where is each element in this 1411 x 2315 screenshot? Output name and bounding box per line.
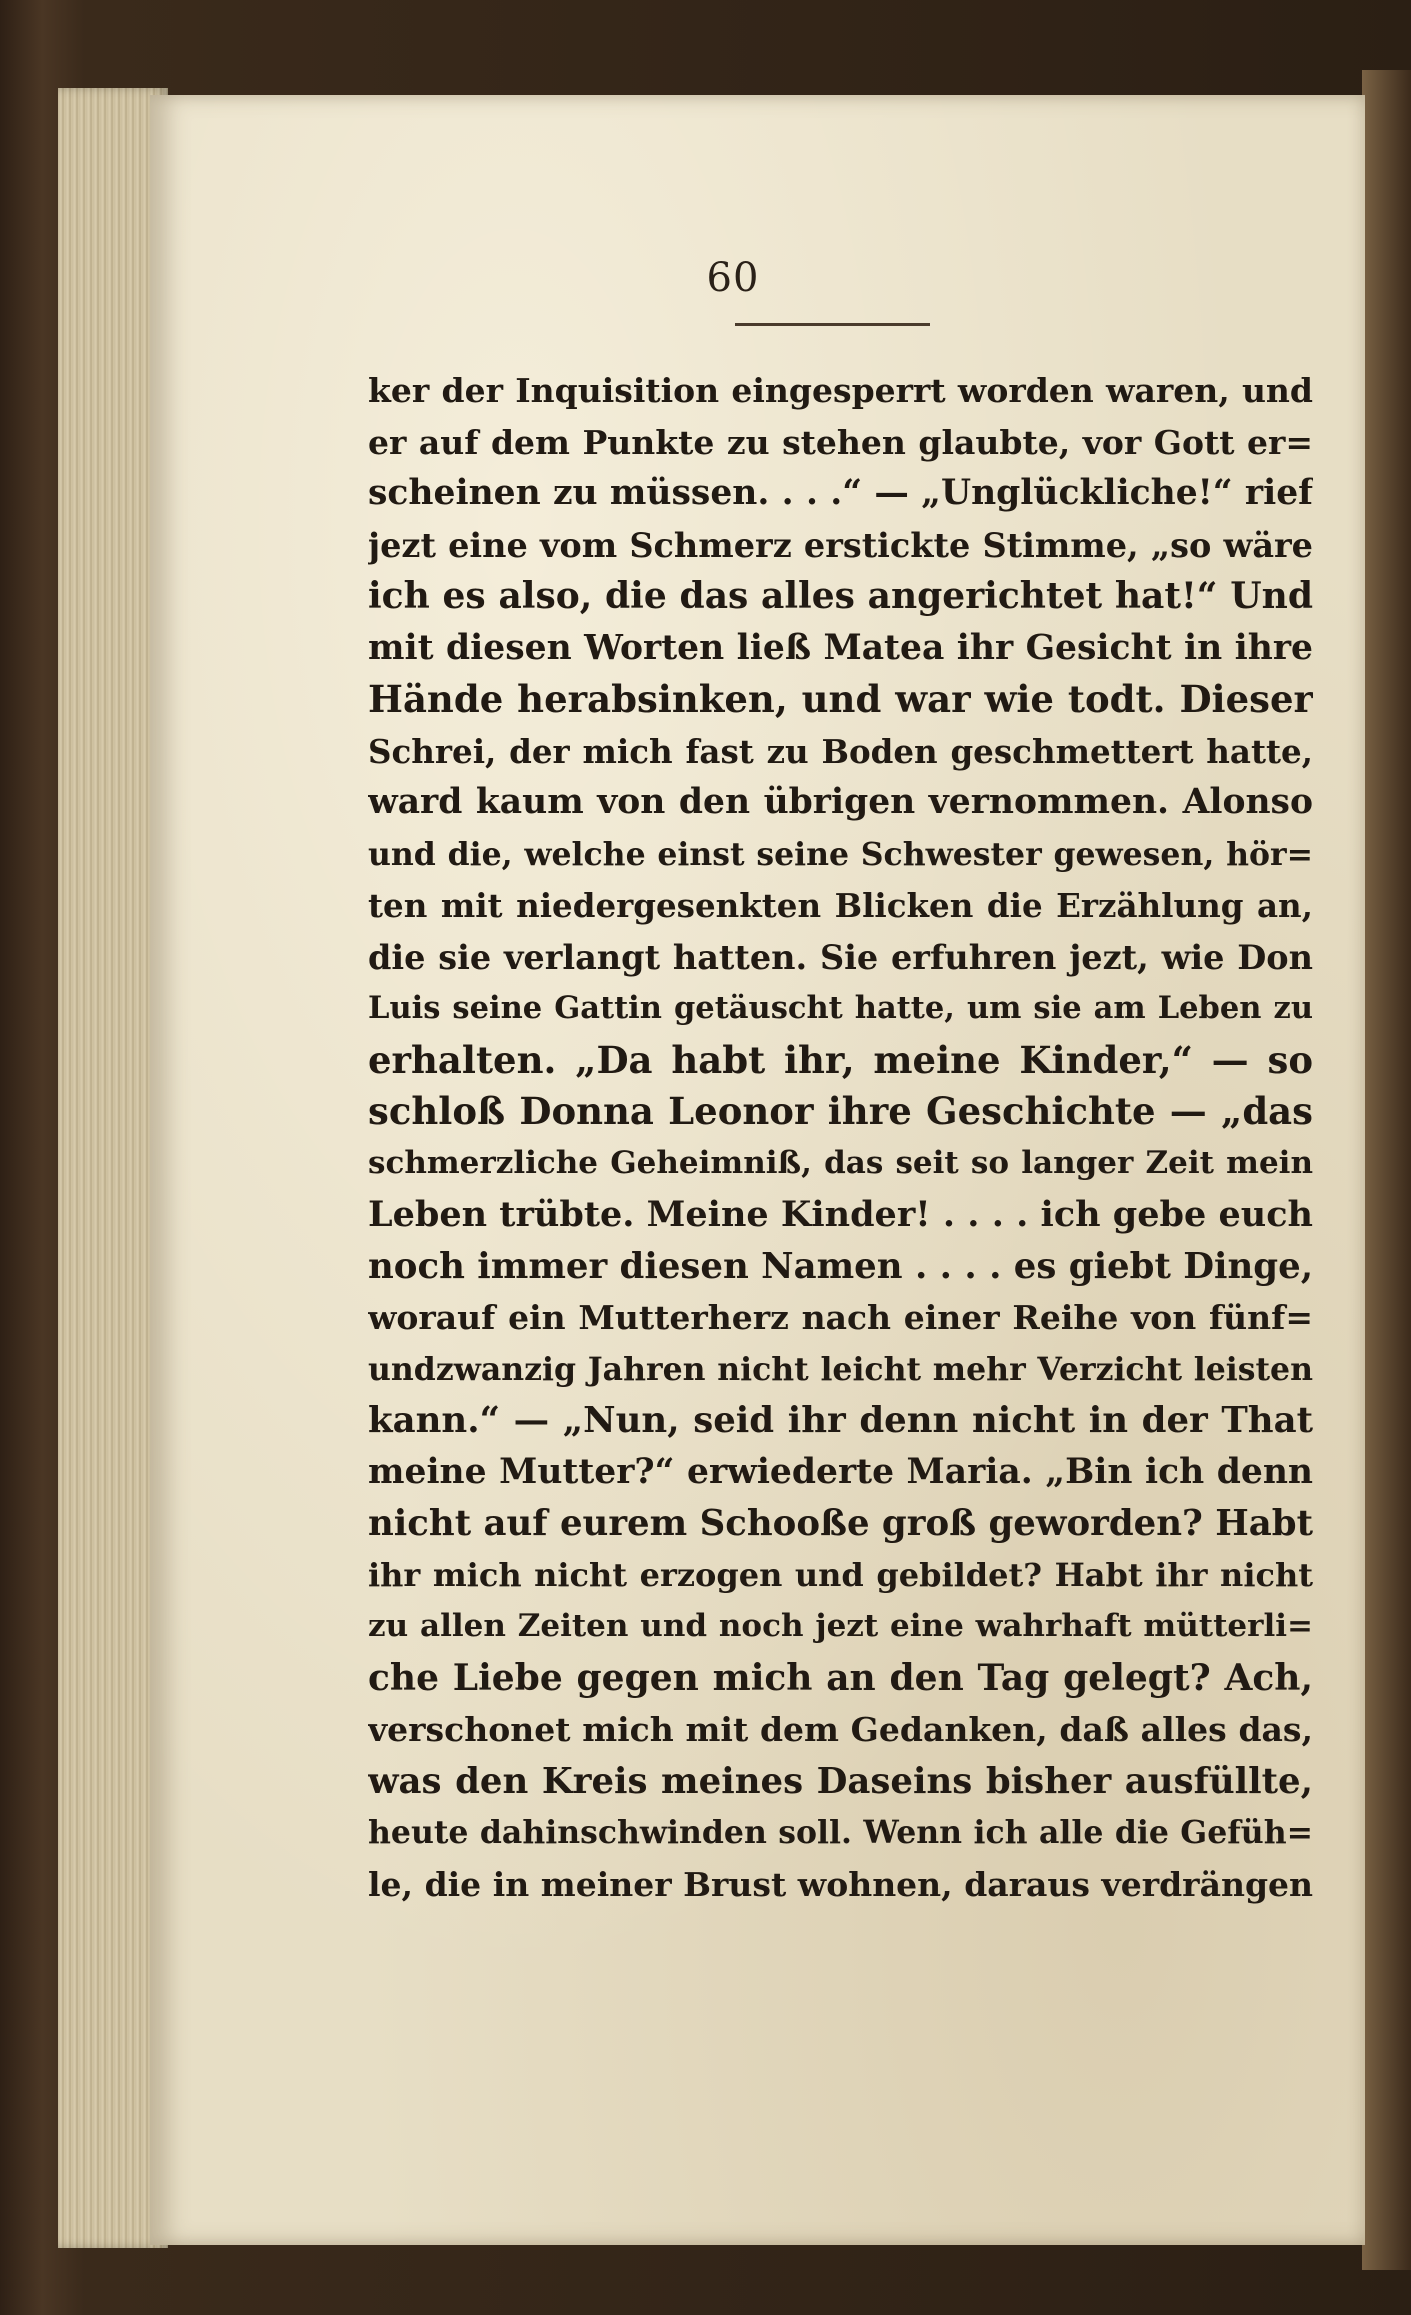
text-line: undzwanzig Jahren nicht leicht mehr Verzicht leisten — [368, 1350, 1313, 1388]
text-line: ich es also, die das alles angerichtet hat!“ Und — [368, 575, 1313, 617]
text-line: Schrei, der mich fast zu Boden geschmettert hatte, — [368, 731, 1313, 771]
text-line: scheinen zu müssen. . . .“ — „Unglückliche!“ rief — [368, 473, 1313, 513]
text-line: Hände herabsinken, und war wie todt. Dieser — [368, 677, 1313, 721]
text-line: ihr mich nicht erzogen und gebildet? Habt ihr nicht — [368, 1555, 1313, 1594]
text-line: kann.“ — „Nun, seid ihr denn nicht in der That — [368, 1400, 1313, 1441]
text-line: schmerzliche Geheimniß, das seit so langer Zeit mein — [368, 1144, 1313, 1181]
text-line: meine Mutter?“ erwiederte Maria. „Bin ich denn — [368, 1451, 1313, 1492]
header-rule — [735, 323, 930, 326]
text-line: Leben trübte. Meine Kinder! . . . . ich gebe euch — [368, 1194, 1313, 1235]
text-line: ten mit niedergesenkten Blicken die Erzählung an, — [368, 886, 1313, 925]
page-number: 60 — [706, 255, 760, 301]
text-line: nicht auf eurem Schooße groß geworden? Habt — [368, 1503, 1313, 1544]
text-line: zu allen Zeiten und noch jezt eine wahrhaft mütterli= — [368, 1608, 1313, 1644]
text-line: und die, welche einst seine Schwester gewesen, hör= — [368, 835, 1313, 873]
text-line: ward kaum von den übrigen vernommen. Alonso — [368, 782, 1313, 822]
text-line: Luis seine Gattin getäuscht hatte, um sie am Leben zu — [368, 990, 1313, 1026]
text-line: erhalten. „Da habt ihr, meine Kinder,“ — so — [368, 1037, 1313, 1082]
text-line: mit diesen Worten ließ Matea ihr Gesicht in ihre — [368, 627, 1313, 668]
text-line: heute dahinschwinden soll. Wenn ich alle die Gefüh= — [368, 1814, 1313, 1851]
text-line: er auf dem Punkte zu stehen glaubte, vor Gott er= — [368, 422, 1313, 462]
text-line: jezt eine vom Schmerz erstickte Stimme, „so wäre — [368, 525, 1313, 565]
text-line: verschonet mich mit dem Gedanken, daß alles das, — [368, 1710, 1313, 1749]
binding-edge — [1362, 70, 1411, 2270]
text-line: die sie verlangt hatten. Sie erfuhren jezt, wie Don — [368, 937, 1313, 977]
text-line: worauf ein Mutterherz nach einer Reihe von fünf= — [368, 1298, 1313, 1337]
text-line: schloß Donna Leonor ihre Geschichte — „das — [368, 1089, 1313, 1133]
text-line: noch immer diesen Namen . . . . es giebt Dinge, — [368, 1245, 1313, 1287]
body-text — [368, 365, 1313, 1910]
text-line: ker der Inquisition eingesperrt worden waren, und — [368, 371, 1313, 410]
text-line: le, die in meiner Brust wohnen, daraus verdrängen — [368, 1864, 1313, 1904]
text-line: che Liebe gegen mich an den Tag gelegt? Ach, — [368, 1656, 1313, 1699]
text-line: was den Kreis meines Daseins bisher ausfüllte, — [368, 1760, 1313, 1802]
